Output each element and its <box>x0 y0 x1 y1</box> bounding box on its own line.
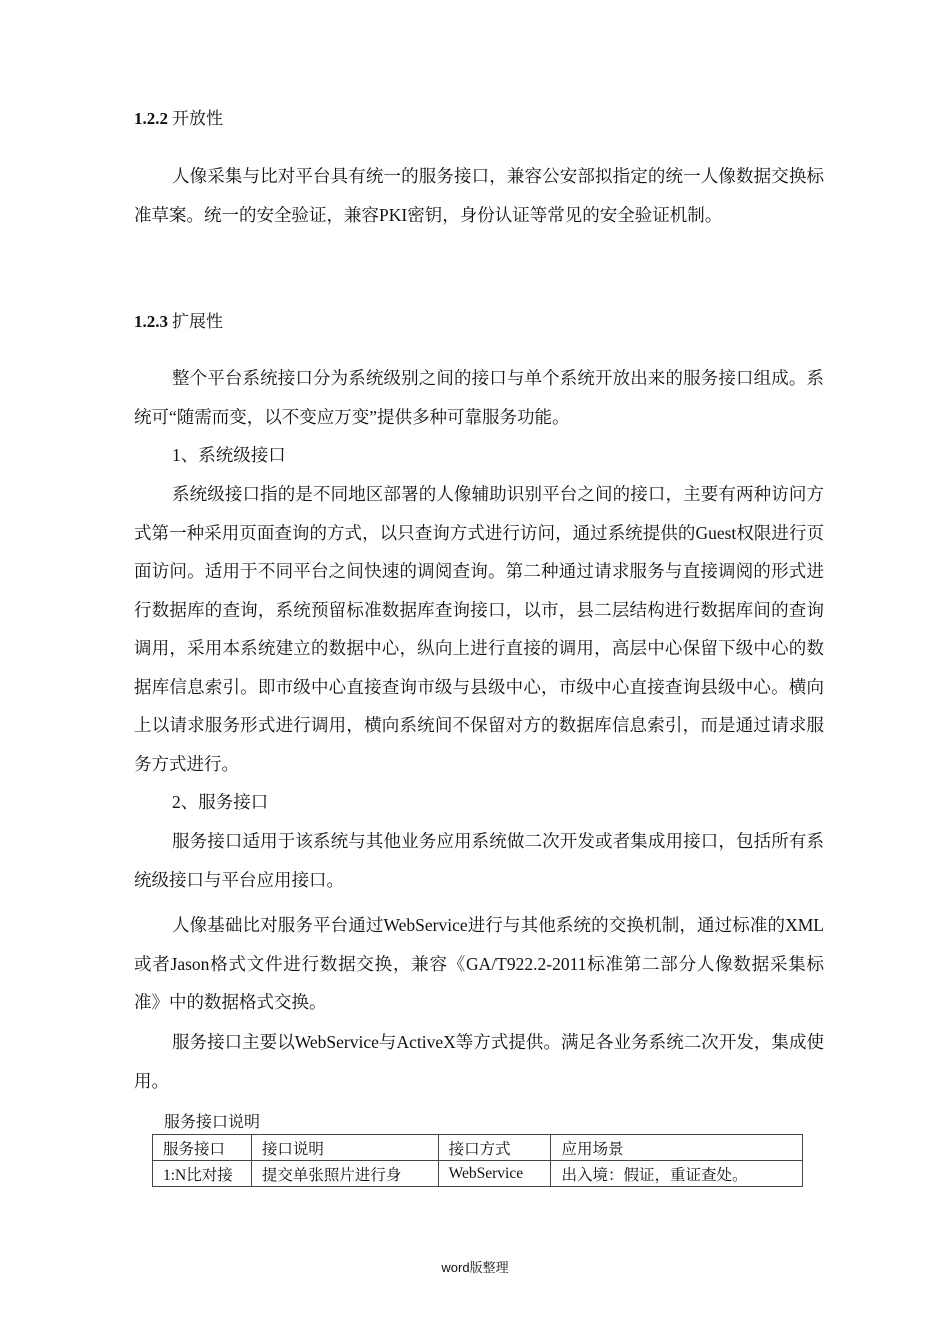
table-header-cell: 服务接口 <box>153 1135 252 1161</box>
table-header-cell: 接口方式 <box>438 1135 551 1161</box>
section-heading-1-2-3 <box>134 310 223 334</box>
table-cell: 出入境：假证，重证查处。 <box>551 1161 803 1187</box>
table-cell: 1:N比对接 <box>153 1161 252 1187</box>
section-heading-1-2-2 <box>134 107 223 131</box>
section-number: 1.2.2 <box>134 109 168 128</box>
paragraph-extensibility: 整个平台系统接口分为系统级别之间的接口与单个系统开放出来的服务接口组成。系统可“随需而变，以不变应万变”提供多种可靠服务功能。 <box>134 368 824 427</box>
paragraph-service-interface-2: 人像基础比对服务平台通过WebService进行与其他系统的交换机制，通过标准的XML或者Jason格式文件进行数据交换，兼容《GA/T922.2-2011标准第二部分人像数据采集标准》中的数据格式交换。 <box>134 915 824 1012</box>
table-cell: WebService <box>438 1161 551 1187</box>
table-header-cell: 应用场景 <box>551 1135 803 1161</box>
paragraph-service-interface-1: 服务接口适用于该系统与其他业务应用系统做二次开发或者集成用接口，包括所有系统级接口与平台应用接口。 <box>134 831 824 890</box>
section-title: 扩展性 <box>172 312 223 331</box>
paragraph-system-interface: 系统级接口指的是不同地区部署的人像辅助识别平台之间的接口，主要有两种访问方式第一种采用页面查询的方式，以只查询方式进行访问，通过系统提供的Guest权限进行页面访问。适用于不同平台之间快速的调阅查询。第二种通过请求服务与直接调阅的形式进行数据库的查询，系统预留标准数据库查询接口，以市，县二层结构进行数据库间的查询调用，采用本系统建立的数据中心，纵向上进行直接的调用，高层中心保留下级中心的数据库信息索引。即市级中心直接查询市级与县级中心，市级中心直接查询县级中心。横向上以请求服务形式进行调用，横向系统间不保留对方的数据库信息索引，而是通过请求服务方式进行。 <box>134 484 824 774</box>
section-title: 开放性 <box>172 109 223 128</box>
table-row <box>153 1161 803 1187</box>
paragraph-openness: 人像采集与比对平台具有统一的服务接口，兼容公安部拟指定的统一人像数据交换标准草案。统一的安全验证，兼容PKI密钥，身份认证等常见的安全验证机制。 <box>134 166 824 225</box>
table-header-cell: 接口说明 <box>251 1135 438 1161</box>
list-item-service-interface: 2、服务接口 <box>172 792 269 812</box>
section-number: 1.2.3 <box>134 312 168 331</box>
table-cell: 提交单张照片进行身 <box>251 1161 438 1187</box>
table-header-row <box>153 1135 803 1161</box>
list-item-system-interface: 1、系统级接口 <box>172 445 286 465</box>
paragraph-service-interface-3: 服务接口主要以WebService与ActiveX等方式提供。满足各业务系统二次开发，集成使用。 <box>134 1032 824 1091</box>
service-interface-table <box>152 1134 803 1187</box>
table-caption: 服务接口说明 <box>164 1114 261 1131</box>
page-footer: word版整理 <box>441 1260 509 1275</box>
